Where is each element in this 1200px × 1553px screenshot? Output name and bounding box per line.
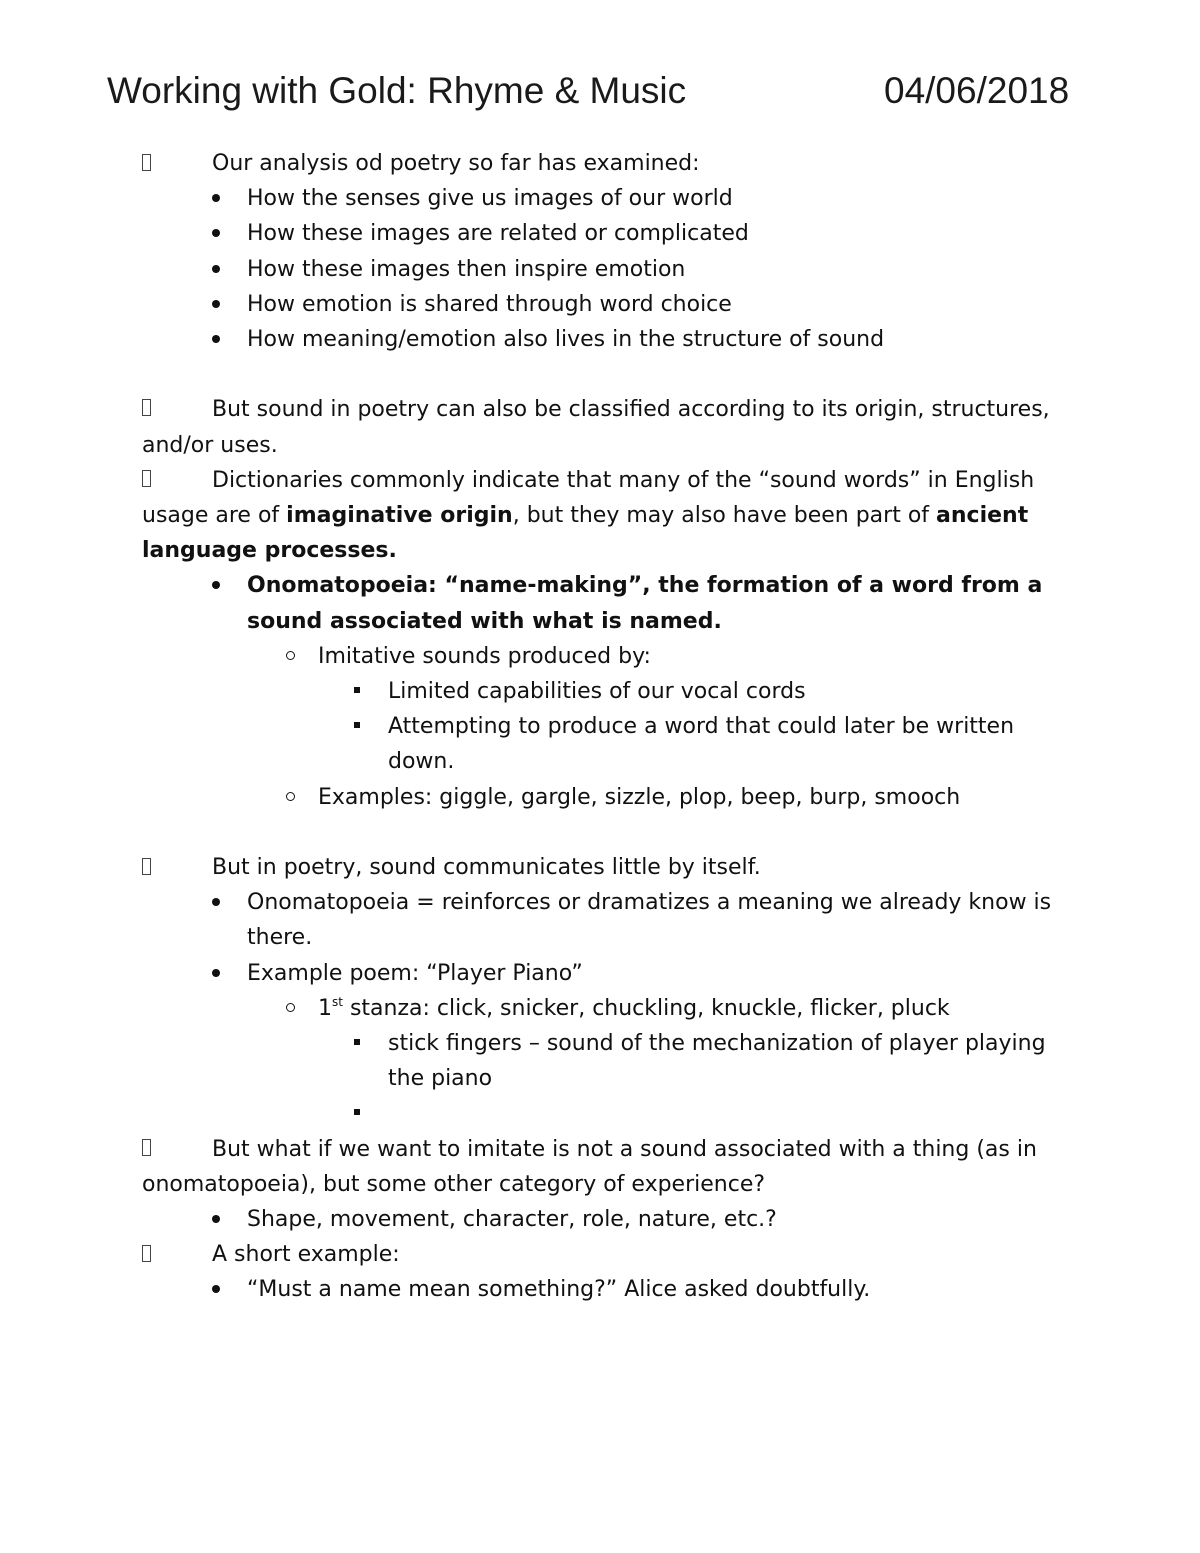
stanza-number: 1 [318,995,332,1021]
bullet-icon [212,229,220,237]
list-item-text: Example poem: “Player Piano” [247,960,583,986]
spacer [142,357,1062,392]
sublist [318,1026,1062,1132]
list-item-text: How emotion is shared through word choice [247,291,732,317]
bullet-icon [212,265,220,273]
list-item [142,1202,1062,1237]
section1-list [142,181,1062,357]
list-item-text: stick fingers – sound of the mechanization of player playing the piano [388,1031,1046,1092]
list-item [247,991,1062,1132]
list-item-text: Onomatopoeia = reinforces or dramatizes a meaning we already know is there. [247,890,1052,951]
missing-glyph-icon [142,1132,156,1167]
stanza-ordinal: st [332,994,343,1009]
bullet-icon [212,1285,220,1293]
list-item [318,709,1062,779]
document-body [142,146,1062,1308]
section4-example-list [142,1272,1062,1307]
list-item [247,639,1062,780]
spacer [142,815,1062,850]
list-item [142,287,1062,322]
section3-para-text: But in poetry, sound communicates little by itself. [212,855,761,881]
section3-para [142,850,1062,885]
para2-bold-origin: imaginative origin [286,503,513,529]
short-example-heading [142,1237,1062,1272]
section1-intro-text: Our analysis od poetry so far has examined: [212,151,700,176]
missing-glyph-icon [142,392,156,427]
circle-bullet-icon [286,651,295,660]
list-item [318,674,1062,709]
page-date: 04/06/2018 [884,70,1070,111]
list-item [142,1272,1062,1307]
square-bullet-icon [354,687,360,693]
missing-glyph-icon [142,463,156,498]
page-title: Working with Gold: Rhyme & Music [107,70,687,111]
list-item [142,322,1062,357]
section3-list [142,885,1062,1131]
square-bullet-icon [354,1039,360,1045]
stanza-text: stanza: click, snicker, chuckling, knuckle, flicker, pluck [342,995,950,1021]
list-item-text: How these images are related or complicated [247,221,749,247]
list-item-text: How the senses give us images of our world [247,186,733,212]
square-bullet-icon [354,722,360,728]
list-item [142,216,1062,251]
list-item-text: Attempting to produce a word that could later be written down. [388,714,1015,775]
list-item-text: Examples: giggle, gargle, sizzle, plop, beep, burp, smooch [318,784,961,810]
bullet-icon [212,300,220,308]
list-item-text: How meaning/emotion also lives in the structure of sound [247,327,885,353]
circle-bullet-icon [286,1003,295,1012]
para2-bold-processes: ancient language processes. [142,503,1029,564]
onomatopoeia-definition: Onomatopoeia: “name-making”, the formation of a word from a sound associated with what is named. [247,573,1043,634]
list-item-text: “Must a name mean something?” Alice asked doubtfully. [247,1277,871,1303]
missing-glyph-icon [142,146,156,181]
section4-list [142,1202,1062,1237]
section2-para2 [142,463,1062,569]
section2-para1 [142,392,1062,462]
section4-para-text: But what if we want to imitate is not a sound associated with a thing (as in onomatopoeia), but some other category of experience? [142,1136,1037,1197]
section2-list [142,568,1062,814]
list-item-text: Limited capabilities of our vocal cords [388,679,806,705]
list-item-text: How these images then inspire emotion [247,256,686,282]
list-item [318,1096,1062,1131]
missing-glyph-icon [142,1237,156,1272]
circle-bullet-icon [286,792,295,801]
bullet-icon [212,194,220,202]
bullet-icon [212,969,220,977]
square-bullet-icon [354,1109,360,1115]
sublist [247,639,1062,815]
list-item [247,780,1062,815]
missing-glyph-icon [142,850,156,885]
bullet-icon [212,581,220,589]
section2-para1-text: But sound in poetry can also be classified according to its origin, structures, and/or uses. [142,397,1050,458]
list-item [318,1026,1062,1096]
bullet-icon [212,898,220,906]
list-item [142,956,1062,1132]
para2-text-c: , but they may also have been part of [512,503,937,529]
bullet-icon [212,1215,220,1223]
list-item [142,568,1062,814]
list-item [142,181,1062,216]
short-example-text: A short example: [212,1242,400,1268]
sublist [247,991,1062,1132]
bullet-icon [212,335,220,343]
list-item-text: Shape, movement, character, role, nature, etc.? [247,1207,777,1233]
sublist [318,674,1062,780]
list-item-text: Imitative sounds produced by: [318,643,651,669]
para2-text-a: Dictionaries commonly indicate that many of the “sound words” in English usage are of [142,467,1035,529]
section1-intro [142,146,1062,181]
list-item [142,252,1062,287]
list-item [142,885,1062,955]
section4-para [142,1132,1062,1202]
